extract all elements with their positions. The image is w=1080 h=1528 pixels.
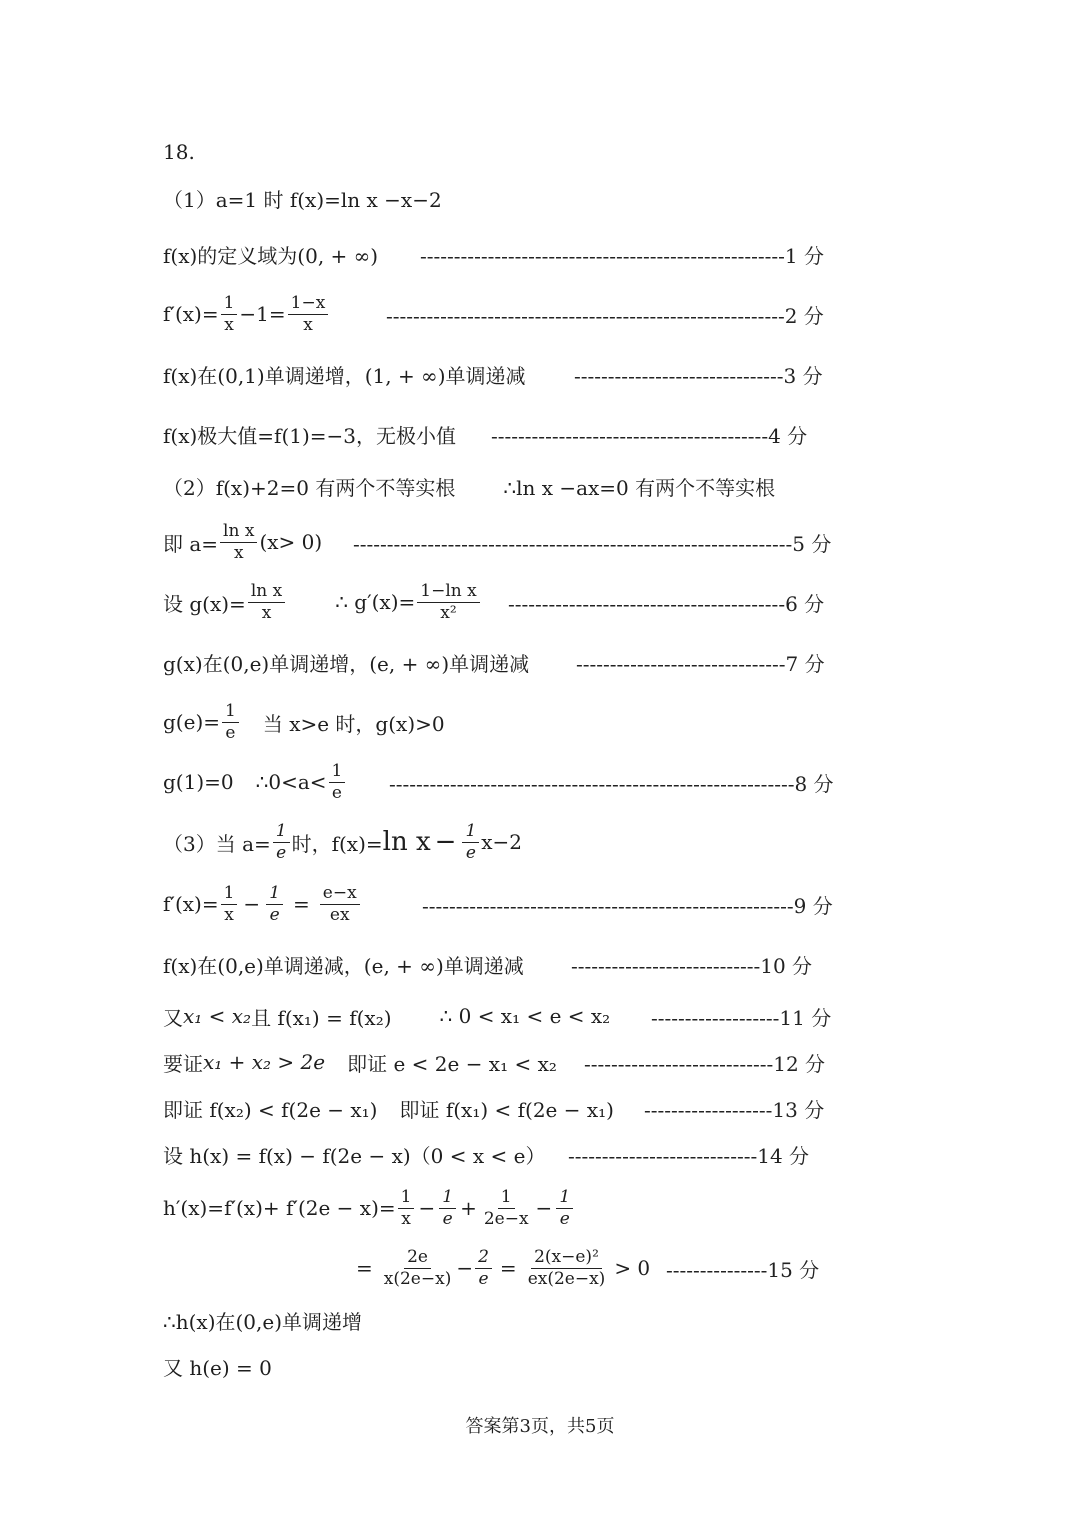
score-13: -------------------13 分 [644, 1097, 825, 1122]
part3-h-at-e: 又 h(e) = 0 [163, 1355, 272, 1380]
score-8: ------------------------------------------------------------8 分 [389, 771, 834, 796]
fraction: $\frac{\text{ln x}}{x}$ [220, 522, 257, 562]
fraction: $\frac{\text{ln x}}{x}$ [248, 582, 285, 622]
score-4: -----------------------------------------4 分 [491, 423, 808, 448]
part3-h-simplified: = $\frac{2e}{x(2e-x)}$ − $\frac{2}{e}$ = $\frac{\text{2(x−e)²}}{ex(2e-x)}$ > 0 [356, 1246, 651, 1289]
fraction: $\frac{e-x}{ex}$ [320, 884, 360, 924]
part2-g-at-e: g(e)= $\frac{1}{e}$ 当 x>e 时，g(x)>0 [163, 700, 445, 743]
fraction: $\frac{1-x}{x}$ [288, 294, 329, 334]
score-5: -----------------------------------------------------------------5 分 [353, 531, 832, 556]
part2-g-monotonic: g(x)在(0,e)单调递增，(e, + ∞)单调递减 [163, 651, 530, 676]
part1-monotonic: f(x)在(0,1)单调递增，(1, + ∞)单调递减 [163, 363, 526, 388]
part3-h-monotonic: ∴h(x)在(0,e)单调递增 [163, 1309, 363, 1334]
part1-domain: f(x)的定义域为(0, + ∞) [163, 243, 379, 268]
part2-intro: （2）f(x)+2=0 有两个不等实根 ∴ln x −ax=0 有两个不等实根 [163, 475, 776, 500]
part3-derivative: f′(x)= $\frac{1}{x}$ − $\frac{1}{e}$ = $\frac{e-x}{ex}$ [163, 884, 362, 924]
part2-a-expression: 即 a= $\frac{\text{ln x}}{x}$ (x> 0) [163, 520, 323, 563]
score-11: -------------------11 分 [651, 1005, 832, 1030]
part2-a-range: g(1)=0 ∴0<a< $\frac{1}{e}$ [163, 762, 347, 802]
score-6: -----------------------------------------6 分 [508, 591, 825, 616]
fraction: $\frac{1}{e}$ [462, 822, 479, 862]
score-7: -------------------------------7 分 [576, 651, 825, 676]
part3-f-monotonic: f(x)在(0,e)单调递减，(e, + ∞)单调递减 [163, 953, 524, 978]
fraction: $\frac{1}{2e-x}$ [483, 1186, 529, 1229]
score-9: -------------------------------------------------------9 分 [422, 893, 833, 918]
score-14: ----------------------------14 分 [568, 1143, 810, 1168]
part1-condition: （1）a=1 时 f(x)=ln x −x−2 [163, 187, 442, 212]
part3-line-14: 设 h(x) = f(x) − f(2e − x)（0 < x < e） [163, 1143, 546, 1168]
page-footer: 答案第3页，共5页 [465, 1416, 615, 1437]
fraction: $\frac{1}{e}$ [222, 702, 239, 742]
score-3: -------------------------------3 分 [574, 363, 823, 388]
part3-line-13: 即证 f(x₂) < f(2e − x₁) 即证 f(x₁) < f(2e − x₁) [163, 1097, 614, 1122]
part1-extreme: f(x)极大值=f(1)=−3，无极小值 [163, 423, 457, 448]
fraction: $\frac{\text{1−ln x}}{\text{x²}}$ [417, 582, 479, 622]
score-2: -----------------------------------------------------------2 分 [386, 303, 824, 328]
score-10: ----------------------------10 分 [571, 953, 813, 978]
part1-derivative [163, 294, 330, 334]
part3-line-12: 要证 x₁ + x₂ > 2e 即证 e < 2e − x₁ < x₂ [163, 1050, 557, 1076]
score-12: ----------------------------12 分 [584, 1051, 826, 1076]
fraction: $\frac{2e}{x(2e-x)}$ [383, 1246, 452, 1289]
part3-h-derivative: h′(x)=f′(x)+ f′(2e − x)= $\frac{1}{x}$ − $\frac{1}{e}$ + $\frac{1}{2e-x}$ − $\frac{1}{e}$ [163, 1188, 575, 1228]
part2-g-definition: 设 g(x)= $\frac{\text{ln x}}{x}$ ∴ g′(x)= $\frac{\text{1−ln x}}{\text{x²}}$ [163, 582, 482, 622]
fraction: $\frac{1}{x}$ [398, 1188, 415, 1228]
fraction: $\frac{1}{e}$ [556, 1188, 573, 1228]
score-1: ------------------------------------------------------1 分 [420, 243, 825, 268]
score-15: ---------------15 分 [666, 1257, 820, 1282]
deriv-lhs: f′(x)= [163, 302, 219, 326]
deriv-mid: −1= [239, 302, 286, 326]
fraction: $\frac{2}{e}$ [475, 1248, 492, 1288]
fraction: $\frac{1}{e}$ [329, 762, 346, 802]
part3-intro: （3）当 a= $\frac{1}{e}$ 时，f(x)= ln x − $\frac{1}{e}$ x−2 [163, 820, 523, 863]
fraction: $\frac{1}{e}$ [273, 822, 290, 862]
fraction: $\frac{1}{e}$ [439, 1188, 456, 1228]
fraction: $\frac{1}{e}$ [266, 884, 283, 924]
fraction: $\frac{\text{2(x−e)²}}{ex(2e-x)}$ [527, 1246, 606, 1289]
fraction: $\frac{1}{x}$ [221, 884, 238, 924]
part3-line-11: 又 x₁ < x₂ 且 f(x₁) = f(x₂) ∴ 0 < x₁ < e < x₂ [163, 1004, 611, 1030]
problem-number: 18. [163, 140, 195, 164]
fraction: $\frac{1}{x}$ [221, 294, 238, 334]
